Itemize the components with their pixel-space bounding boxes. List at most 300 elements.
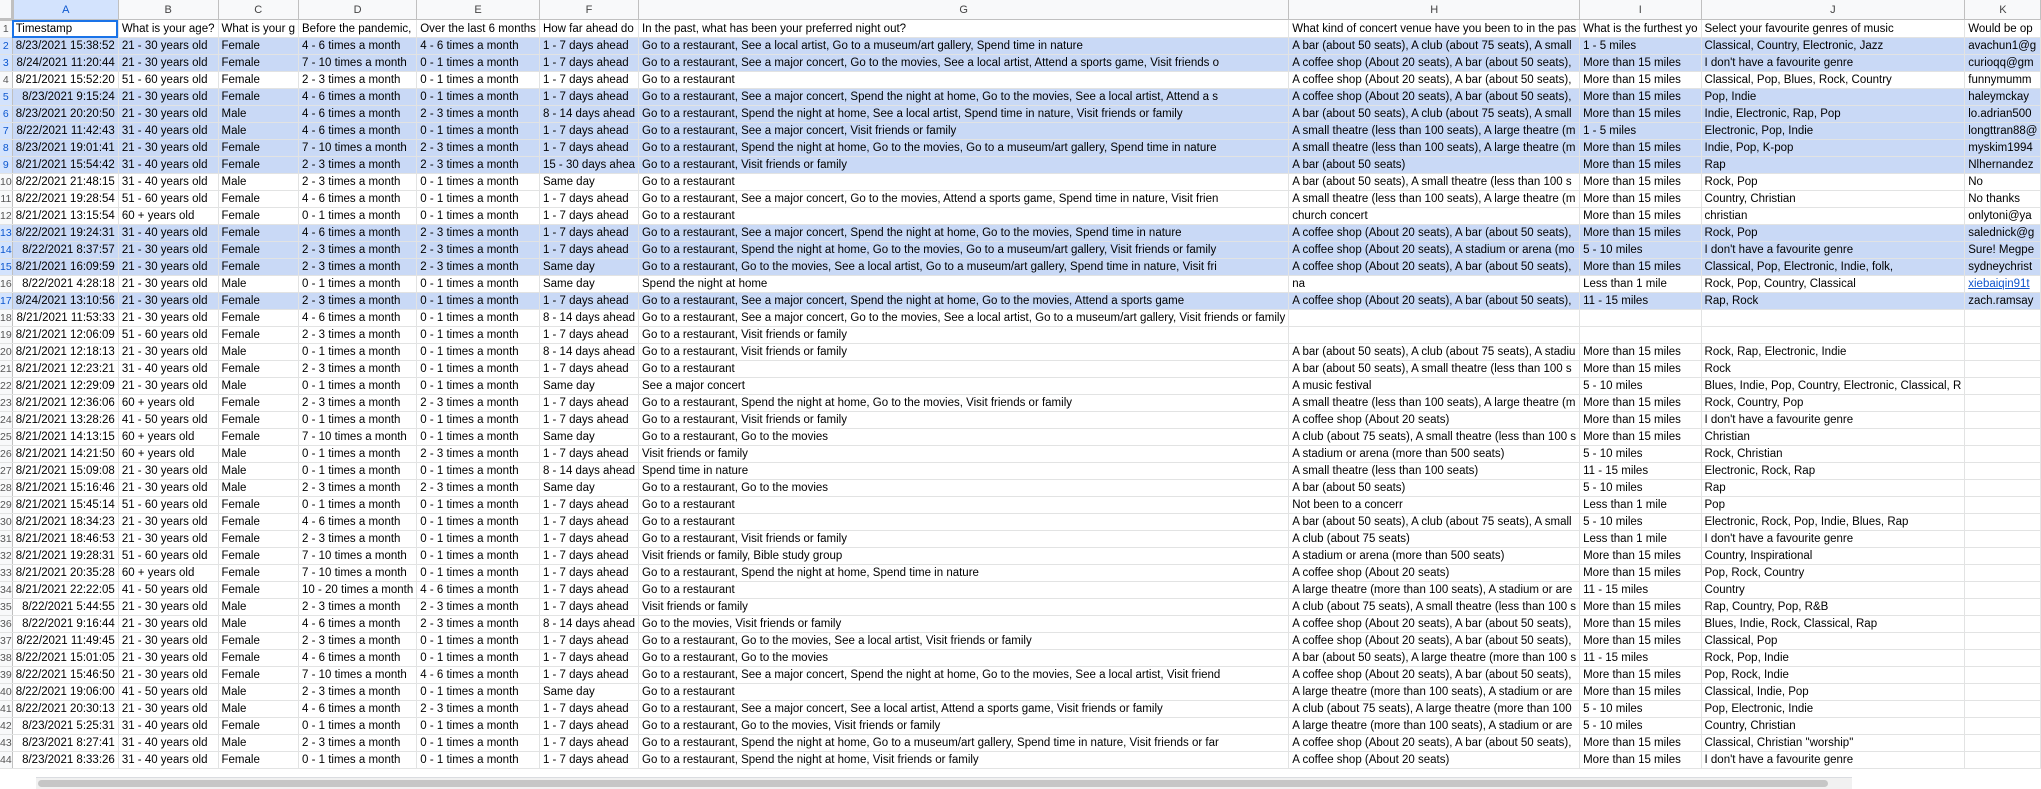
data-cell[interactable]: 8/21/2021 13:15:54: [12, 208, 118, 225]
data-cell[interactable]: 1 - 7 days ahead: [539, 293, 638, 310]
data-cell[interactable]: christian: [1701, 208, 1965, 225]
header-cell[interactable]: How far ahead do: [539, 20, 638, 38]
data-cell[interactable]: 60 + years old: [118, 429, 218, 446]
data-cell[interactable]: A bar (about 50 seats), A club (about 75 seats), A small: [1289, 38, 1580, 55]
data-cell[interactable]: curioqq@gm: [1965, 55, 2041, 72]
data-cell[interactable]: Classical, Pop: [1701, 633, 1965, 650]
data-cell[interactable]: Male: [218, 701, 299, 718]
data-cell[interactable]: Male: [218, 616, 299, 633]
data-cell[interactable]: Female: [218, 242, 299, 259]
data-cell[interactable]: A bar (about 50 seats), A club (about 75 seats), A small: [1289, 514, 1580, 531]
data-cell[interactable]: Indie, Electronic, Rap, Pop: [1701, 106, 1965, 123]
data-cell[interactable]: Go to a restaurant: [639, 361, 1289, 378]
data-cell[interactable]: Go to a restaurant, Go to the movies, Visit friends or family: [639, 718, 1289, 735]
data-cell[interactable]: Classical, Christian "worship": [1701, 735, 1965, 752]
data-cell[interactable]: Go to a restaurant, Visit friends or family: [639, 531, 1289, 548]
data-cell[interactable]: 31 - 40 years old: [118, 718, 218, 735]
data-cell[interactable]: 0 - 1 times a month: [417, 412, 540, 429]
data-cell[interactable]: Electronic, Pop, Indie: [1701, 123, 1965, 140]
data-cell[interactable]: [1289, 327, 1580, 344]
data-cell[interactable]: 21 - 30 years old: [118, 89, 218, 106]
row-number[interactable]: 32: [0, 548, 12, 565]
data-cell[interactable]: A coffee shop (About 20 seats), A bar (about 50 seats),: [1289, 259, 1580, 276]
data-cell[interactable]: 8/21/2021 22:22:05: [12, 582, 118, 599]
data-cell[interactable]: [1965, 497, 2041, 514]
data-cell[interactable]: Country, Inspirational: [1701, 548, 1965, 565]
data-cell[interactable]: haleymckay: [1965, 89, 2041, 106]
data-cell[interactable]: 1 - 7 days ahead: [539, 55, 638, 72]
data-cell[interactable]: More than 15 miles: [1580, 259, 1701, 276]
data-cell[interactable]: 1 - 7 days ahead: [539, 582, 638, 599]
data-cell[interactable]: Female: [218, 72, 299, 89]
column-header-g[interactable]: G: [639, 0, 1289, 20]
data-cell[interactable]: 60 + years old: [118, 565, 218, 582]
data-cell[interactable]: Female: [218, 157, 299, 174]
data-cell[interactable]: Same day: [539, 684, 638, 701]
data-cell[interactable]: Female: [218, 191, 299, 208]
data-cell[interactable]: Female: [218, 718, 299, 735]
data-cell[interactable]: 21 - 30 years old: [118, 242, 218, 259]
data-cell[interactable]: [1965, 667, 2041, 684]
data-cell[interactable]: Go to a restaurant, Spend the night at home, Go to the movies, Visit friends or family: [639, 395, 1289, 412]
data-cell[interactable]: A small theatre (less than 100 seats): [1289, 463, 1580, 480]
data-cell[interactable]: lo.adrian500: [1965, 106, 2041, 123]
data-cell[interactable]: 8/21/2021 11:53:33: [12, 310, 118, 327]
header-cell[interactable]: Would be op: [1965, 20, 2041, 38]
data-cell[interactable]: 7 - 10 times a month: [299, 140, 417, 157]
data-cell[interactable]: Go to a restaurant: [639, 174, 1289, 191]
data-cell[interactable]: 4 - 6 times a month: [299, 106, 417, 123]
data-cell[interactable]: Go to a restaurant, See a major concert, Spend the night at home, Go to the movies, Spend time in nature: [639, 225, 1289, 242]
data-cell[interactable]: Less than 1 mile: [1580, 531, 1701, 548]
data-cell[interactable]: Male: [218, 276, 299, 293]
column-header-f[interactable]: F: [539, 0, 638, 20]
data-cell[interactable]: 8 - 14 days ahead: [539, 310, 638, 327]
data-cell[interactable]: 1 - 7 days ahead: [539, 514, 638, 531]
data-cell[interactable]: 0 - 1 times a month: [299, 344, 417, 361]
data-cell[interactable]: 60 + years old: [118, 395, 218, 412]
data-cell[interactable]: A stadium or arena (more than 500 seats): [1289, 446, 1580, 463]
data-cell[interactable]: A coffee shop (About 20 seats): [1289, 752, 1580, 769]
data-cell[interactable]: 1 - 7 days ahead: [539, 72, 638, 89]
data-cell[interactable]: 0 - 1 times a month: [299, 446, 417, 463]
data-cell[interactable]: 21 - 30 years old: [118, 378, 218, 395]
data-cell[interactable]: Female: [218, 38, 299, 55]
data-cell[interactable]: 8/23/2021 20:20:50: [12, 106, 118, 123]
data-cell[interactable]: 4 - 6 times a month: [299, 616, 417, 633]
data-cell[interactable]: Go to a restaurant, Go to the movies: [639, 429, 1289, 446]
data-cell[interactable]: Rap, Country, Pop, R&B: [1701, 599, 1965, 616]
data-cell[interactable]: 4 - 6 times a month: [299, 191, 417, 208]
data-cell[interactable]: Spend time in nature: [639, 463, 1289, 480]
data-cell[interactable]: [1965, 310, 2041, 327]
data-cell[interactable]: [1965, 531, 2041, 548]
select-all-corner[interactable]: [0, 0, 12, 20]
data-cell[interactable]: Electronic, Rock, Pop, Indie, Blues, Rap: [1701, 514, 1965, 531]
data-cell[interactable]: A small theatre (less than 100 seats), A large theatre (m: [1289, 395, 1580, 412]
data-cell[interactable]: 8/21/2021 15:54:42: [12, 157, 118, 174]
data-cell[interactable]: 0 - 1 times a month: [417, 650, 540, 667]
data-cell[interactable]: A coffee shop (About 20 seats): [1289, 412, 1580, 429]
data-cell[interactable]: 0 - 1 times a month: [417, 548, 540, 565]
data-cell[interactable]: 8/22/2021 21:48:15: [12, 174, 118, 191]
data-cell[interactable]: 8/21/2021 12:18:13: [12, 344, 118, 361]
data-cell[interactable]: 5 - 10 miles: [1580, 701, 1701, 718]
data-cell[interactable]: Female: [218, 412, 299, 429]
row-number[interactable]: 41: [0, 701, 12, 718]
data-cell[interactable]: 21 - 30 years old: [118, 480, 218, 497]
data-cell[interactable]: 2 - 3 times a month: [299, 72, 417, 89]
data-cell[interactable]: Nlhernandez: [1965, 157, 2041, 174]
data-cell[interactable]: A coffee shop (About 20 seats): [1289, 565, 1580, 582]
data-cell[interactable]: Rap: [1701, 480, 1965, 497]
data-cell[interactable]: 0 - 1 times a month: [299, 412, 417, 429]
row-number[interactable]: 29: [0, 497, 12, 514]
data-cell[interactable]: 0 - 1 times a month: [299, 463, 417, 480]
data-cell[interactable]: More than 15 miles: [1580, 395, 1701, 412]
data-cell[interactable]: A coffee shop (About 20 seats), A bar (about 50 seats),: [1289, 667, 1580, 684]
data-cell[interactable]: 8/22/2021 20:30:13: [12, 701, 118, 718]
data-cell[interactable]: I don't have a favourite genre: [1701, 412, 1965, 429]
data-cell[interactable]: 1 - 7 days ahead: [539, 599, 638, 616]
data-cell[interactable]: 0 - 1 times a month: [417, 55, 540, 72]
data-cell[interactable]: Male: [218, 463, 299, 480]
data-cell[interactable]: I don't have a favourite genre: [1701, 242, 1965, 259]
data-cell[interactable]: [1965, 684, 2041, 701]
row-number[interactable]: 42: [0, 718, 12, 735]
data-cell[interactable]: Same day: [539, 174, 638, 191]
data-cell[interactable]: 1 - 7 days ahead: [539, 531, 638, 548]
data-cell[interactable]: [1965, 412, 2041, 429]
data-cell[interactable]: 8/21/2021 15:45:14: [12, 497, 118, 514]
row-number[interactable]: 20: [0, 344, 12, 361]
data-cell[interactable]: Go to a restaurant, See a major concert, See a local artist, Attend a sports game, Visit friends or family: [639, 701, 1289, 718]
row-number[interactable]: 4: [0, 72, 12, 89]
data-cell[interactable]: More than 15 miles: [1580, 191, 1701, 208]
data-cell[interactable]: 60 + years old: [118, 208, 218, 225]
data-cell[interactable]: Go to a restaurant, See a major concert, Spend the night at home, Go to the movies, See a local artist, Attend a s: [639, 89, 1289, 106]
data-cell[interactable]: Female: [218, 531, 299, 548]
data-cell[interactable]: 1 - 7 days ahead: [539, 225, 638, 242]
data-cell[interactable]: Rap, Rock: [1701, 293, 1965, 310]
data-cell[interactable]: 0 - 1 times a month: [417, 191, 540, 208]
row-number[interactable]: 13: [0, 225, 12, 242]
data-cell[interactable]: 8/23/2021 19:01:41: [12, 140, 118, 157]
data-cell[interactable]: 21 - 30 years old: [118, 38, 218, 55]
data-cell[interactable]: Less than 1 mile: [1580, 497, 1701, 514]
data-cell[interactable]: 2 - 3 times a month: [417, 259, 540, 276]
data-cell[interactable]: 2 - 3 times a month: [417, 225, 540, 242]
data-cell[interactable]: 21 - 30 years old: [118, 344, 218, 361]
data-cell[interactable]: Go to a restaurant, See a major concert, Go to the movies, Attend a sports game, Spend time in nature, Visit frien: [639, 191, 1289, 208]
data-cell[interactable]: A small theatre (less than 100 seats), A large theatre (m: [1289, 123, 1580, 140]
header-cell[interactable]: What kind of concert venue have you been to in the pas: [1289, 20, 1580, 38]
data-cell[interactable]: avachun1@g: [1965, 38, 2041, 55]
data-cell[interactable]: Pop, Rock, Indie: [1701, 667, 1965, 684]
data-cell[interactable]: Go to a restaurant: [639, 72, 1289, 89]
data-cell[interactable]: Go to a restaurant, Visit friends or family: [639, 412, 1289, 429]
data-cell[interactable]: More than 15 miles: [1580, 429, 1701, 446]
data-cell[interactable]: Classical, Indie, Pop: [1701, 684, 1965, 701]
header-cell[interactable]: Before the pandemic,: [299, 20, 417, 38]
row-number[interactable]: 37: [0, 633, 12, 650]
data-cell[interactable]: 4 - 6 times a month: [417, 38, 540, 55]
data-cell[interactable]: A bar (about 50 seats), A large theatre (more than 100 s: [1289, 650, 1580, 667]
data-cell[interactable]: 2 - 3 times a month: [299, 361, 417, 378]
data-cell[interactable]: Visit friends or family: [639, 446, 1289, 463]
data-cell[interactable]: More than 15 miles: [1580, 157, 1701, 174]
data-cell[interactable]: Same day: [539, 276, 638, 293]
data-cell[interactable]: Go to a restaurant, Spend the night at home, Go to the movies, Go to a museum/art gallery, Visit friends or family: [639, 242, 1289, 259]
data-cell[interactable]: 7 - 10 times a month: [299, 565, 417, 582]
data-cell[interactable]: I don't have a favourite genre: [1701, 531, 1965, 548]
data-cell[interactable]: 31 - 40 years old: [118, 361, 218, 378]
data-cell[interactable]: Go to a restaurant: [639, 208, 1289, 225]
data-cell[interactable]: 1 - 7 days ahead: [539, 208, 638, 225]
data-cell[interactable]: 8/22/2021 15:01:05: [12, 650, 118, 667]
column-header-a[interactable]: A: [12, 0, 118, 20]
data-cell[interactable]: A stadium or arena (more than 500 seats): [1289, 548, 1580, 565]
row-number[interactable]: 33: [0, 565, 12, 582]
data-cell[interactable]: xiebaiqin91t: [1965, 276, 2041, 293]
data-cell[interactable]: A coffee shop (About 20 seats), A bar (about 50 seats),: [1289, 633, 1580, 650]
data-cell[interactable]: A bar (about 50 seats), A club (about 75 seats), A stadiu: [1289, 344, 1580, 361]
data-cell[interactable]: 8/24/2021 13:10:56: [12, 293, 118, 310]
data-cell[interactable]: 21 - 30 years old: [118, 463, 218, 480]
data-cell[interactable]: 2 - 3 times a month: [417, 395, 540, 412]
data-cell[interactable]: Go to a restaurant: [639, 514, 1289, 531]
data-cell[interactable]: Go to a restaurant: [639, 684, 1289, 701]
data-cell[interactable]: 8/22/2021 19:06:00: [12, 684, 118, 701]
data-cell[interactable]: [1965, 344, 2041, 361]
data-cell[interactable]: 0 - 1 times a month: [417, 378, 540, 395]
data-cell[interactable]: Female: [218, 497, 299, 514]
data-cell[interactable]: 8/22/2021 19:28:54: [12, 191, 118, 208]
data-cell[interactable]: Go to a restaurant, Visit friends or family: [639, 157, 1289, 174]
data-cell[interactable]: A coffee shop (About 20 seats), A bar (about 50 seats),: [1289, 293, 1580, 310]
data-cell[interactable]: Sure! Megpe: [1965, 242, 2041, 259]
data-cell[interactable]: Electronic, Rock, Rap: [1701, 463, 1965, 480]
data-cell[interactable]: 8/22/2021 11:49:45: [12, 633, 118, 650]
data-cell[interactable]: 11 - 15 miles: [1580, 582, 1701, 599]
data-cell[interactable]: 8/21/2021 13:28:26: [12, 412, 118, 429]
data-cell[interactable]: 1 - 7 days ahead: [539, 395, 638, 412]
data-cell[interactable]: 8/21/2021 18:46:53: [12, 531, 118, 548]
row-number[interactable]: 8: [0, 140, 12, 157]
data-cell[interactable]: No thanks: [1965, 191, 2041, 208]
row-number[interactable]: 7: [0, 123, 12, 140]
column-header-b[interactable]: B: [118, 0, 218, 20]
data-cell[interactable]: [1965, 718, 2041, 735]
data-cell[interactable]: 21 - 30 years old: [118, 701, 218, 718]
data-cell[interactable]: 0 - 1 times a month: [299, 276, 417, 293]
data-cell[interactable]: 31 - 40 years old: [118, 123, 218, 140]
data-cell[interactable]: 0 - 1 times a month: [417, 735, 540, 752]
row-number[interactable]: 12: [0, 208, 12, 225]
data-cell[interactable]: More than 15 miles: [1580, 412, 1701, 429]
data-cell[interactable]: Rock, Rap, Electronic, Indie: [1701, 344, 1965, 361]
data-cell[interactable]: 8/21/2021 19:28:31: [12, 548, 118, 565]
data-cell[interactable]: Female: [218, 310, 299, 327]
data-cell[interactable]: [1965, 633, 2041, 650]
column-header-i[interactable]: I: [1580, 0, 1701, 20]
data-cell[interactable]: 8/22/2021 19:24:31: [12, 225, 118, 242]
data-cell[interactable]: 8/22/2021 4:28:18: [12, 276, 118, 293]
row-number[interactable]: 11: [0, 191, 12, 208]
data-cell[interactable]: 2 - 3 times a month: [299, 242, 417, 259]
data-cell[interactable]: 1 - 7 days ahead: [539, 667, 638, 684]
column-header-k[interactable]: K: [1965, 0, 2041, 20]
data-cell[interactable]: 21 - 30 years old: [118, 633, 218, 650]
data-cell[interactable]: 21 - 30 years old: [118, 310, 218, 327]
data-cell[interactable]: 1 - 5 miles: [1580, 123, 1701, 140]
data-cell[interactable]: Rock, Pop, Indie: [1701, 650, 1965, 667]
data-cell[interactable]: 4 - 6 times a month: [417, 582, 540, 599]
data-cell[interactable]: 8/23/2021 8:27:41: [12, 735, 118, 752]
row-number[interactable]: 17: [0, 293, 12, 310]
data-cell[interactable]: 0 - 1 times a month: [417, 344, 540, 361]
data-cell[interactable]: 0 - 1 times a month: [417, 174, 540, 191]
data-cell[interactable]: 5 - 10 miles: [1580, 446, 1701, 463]
data-cell[interactable]: 1 - 7 days ahead: [539, 123, 638, 140]
row-number[interactable]: 31: [0, 531, 12, 548]
data-cell[interactable]: 0 - 1 times a month: [299, 752, 417, 769]
row-number[interactable]: 43: [0, 735, 12, 752]
data-cell[interactable]: salednick@g: [1965, 225, 2041, 242]
data-cell[interactable]: 4 - 6 times a month: [299, 89, 417, 106]
data-cell[interactable]: 0 - 1 times a month: [417, 123, 540, 140]
row-number[interactable]: 18: [0, 310, 12, 327]
data-cell[interactable]: 8/22/2021 5:44:55: [12, 599, 118, 616]
data-cell[interactable]: Female: [218, 633, 299, 650]
data-cell[interactable]: 0 - 1 times a month: [417, 293, 540, 310]
data-cell[interactable]: 8/21/2021 12:29:09: [12, 378, 118, 395]
data-cell[interactable]: [1965, 735, 2041, 752]
data-cell[interactable]: 4 - 6 times a month: [299, 514, 417, 531]
data-cell[interactable]: onlytoni@ya: [1965, 208, 2041, 225]
data-cell[interactable]: 2 - 3 times a month: [299, 327, 417, 344]
data-cell[interactable]: Male: [218, 174, 299, 191]
data-cell[interactable]: More than 15 miles: [1580, 616, 1701, 633]
data-cell[interactable]: 1 - 7 days ahead: [539, 548, 638, 565]
data-cell[interactable]: No: [1965, 174, 2041, 191]
data-cell[interactable]: See a major concert: [639, 378, 1289, 395]
data-cell[interactable]: A coffee shop (About 20 seats), A bar (about 50 seats),: [1289, 55, 1580, 72]
data-cell[interactable]: 21 - 30 years old: [118, 55, 218, 72]
data-cell[interactable]: [1965, 395, 2041, 412]
data-cell[interactable]: [1701, 310, 1965, 327]
row-number[interactable]: 9: [0, 157, 12, 174]
data-cell[interactable]: 5 - 10 miles: [1580, 480, 1701, 497]
row-number[interactable]: 19: [0, 327, 12, 344]
header-cell[interactable]: Over the last 6 months: [417, 20, 540, 38]
data-cell[interactable]: I don't have a favourite genre: [1701, 752, 1965, 769]
data-cell[interactable]: funnymumm: [1965, 72, 2041, 89]
data-cell[interactable]: 51 - 60 years old: [118, 72, 218, 89]
data-cell[interactable]: 0 - 1 times a month: [417, 361, 540, 378]
data-cell[interactable]: 4 - 6 times a month: [299, 123, 417, 140]
data-cell[interactable]: [1580, 310, 1701, 327]
data-cell[interactable]: 2 - 3 times a month: [299, 735, 417, 752]
column-header-e[interactable]: E: [417, 0, 540, 20]
data-cell[interactable]: A club (about 75 seats), A large theatre (more than 100: [1289, 701, 1580, 718]
data-cell[interactable]: Go to a restaurant, See a major concert, Spend the night at home, Go to the movies, See a local artist, Visit friend: [639, 667, 1289, 684]
row-number[interactable]: 44: [0, 752, 12, 769]
data-cell[interactable]: 8/21/2021 16:09:59: [12, 259, 118, 276]
row-number[interactable]: 23: [0, 395, 12, 412]
data-cell[interactable]: 21 - 30 years old: [118, 106, 218, 123]
data-cell[interactable]: 8/22/2021 8:37:57: [12, 242, 118, 259]
data-cell[interactable]: 31 - 40 years old: [118, 174, 218, 191]
data-cell[interactable]: 5 - 10 miles: [1580, 378, 1701, 395]
data-cell[interactable]: 5 - 10 miles: [1580, 514, 1701, 531]
data-cell[interactable]: 4 - 6 times a month: [299, 225, 417, 242]
data-cell[interactable]: 15 - 30 days ahea: [539, 157, 638, 174]
data-cell[interactable]: Christian: [1701, 429, 1965, 446]
data-cell[interactable]: Male: [218, 344, 299, 361]
data-cell[interactable]: 0 - 1 times a month: [417, 497, 540, 514]
row-number[interactable]: 36: [0, 616, 12, 633]
data-cell[interactable]: Rock, Country, Pop: [1701, 395, 1965, 412]
data-cell[interactable]: Rock: [1701, 361, 1965, 378]
data-cell[interactable]: 1 - 7 days ahead: [539, 327, 638, 344]
data-cell[interactable]: More than 15 miles: [1580, 735, 1701, 752]
data-cell[interactable]: Rock, Christian: [1701, 446, 1965, 463]
data-cell[interactable]: zach.ramsay: [1965, 293, 2041, 310]
data-cell[interactable]: Country, Christian: [1701, 191, 1965, 208]
data-cell[interactable]: More than 15 miles: [1580, 140, 1701, 157]
data-cell[interactable]: 21 - 30 years old: [118, 514, 218, 531]
row-number[interactable]: 16: [0, 276, 12, 293]
data-cell[interactable]: 1 - 7 days ahead: [539, 650, 638, 667]
header-cell[interactable]: What is your age?: [118, 20, 218, 38]
data-cell[interactable]: sydneychrist: [1965, 259, 2041, 276]
data-cell[interactable]: Less than 1 mile: [1580, 276, 1701, 293]
data-cell[interactable]: [1965, 701, 2041, 718]
data-cell[interactable]: 1 - 7 days ahead: [539, 412, 638, 429]
data-cell[interactable]: 0 - 1 times a month: [417, 276, 540, 293]
data-cell[interactable]: [1965, 565, 2041, 582]
data-cell[interactable]: Female: [218, 429, 299, 446]
data-cell[interactable]: More than 15 miles: [1580, 344, 1701, 361]
data-cell[interactable]: [1965, 429, 2041, 446]
data-cell[interactable]: 0 - 1 times a month: [417, 327, 540, 344]
data-cell[interactable]: Male: [218, 378, 299, 395]
data-cell[interactable]: A bar (about 50 seats), A small theatre (less than 100 s: [1289, 361, 1580, 378]
data-cell[interactable]: 1 - 5 miles: [1580, 38, 1701, 55]
data-cell[interactable]: 2 - 3 times a month: [417, 157, 540, 174]
row-number[interactable]: 24: [0, 412, 12, 429]
data-cell[interactable]: 21 - 30 years old: [118, 140, 218, 157]
data-cell[interactable]: [1701, 327, 1965, 344]
data-cell[interactable]: 21 - 30 years old: [118, 616, 218, 633]
data-cell[interactable]: A club (about 75 seats), A small theatre (less than 100 s: [1289, 429, 1580, 446]
data-cell[interactable]: 21 - 30 years old: [118, 667, 218, 684]
data-cell[interactable]: Pop, Electronic, Indie: [1701, 701, 1965, 718]
data-cell[interactable]: 0 - 1 times a month: [417, 565, 540, 582]
row-number[interactable]: 14: [0, 242, 12, 259]
data-cell[interactable]: 2 - 3 times a month: [299, 684, 417, 701]
data-cell[interactable]: 2 - 3 times a month: [417, 480, 540, 497]
data-cell[interactable]: A music festival: [1289, 378, 1580, 395]
data-cell[interactable]: Female: [218, 667, 299, 684]
data-cell[interactable]: More than 15 miles: [1580, 361, 1701, 378]
data-cell[interactable]: Classical, Country, Electronic, Jazz: [1701, 38, 1965, 55]
data-cell[interactable]: myskim1994: [1965, 140, 2041, 157]
data-cell[interactable]: Classical, Pop, Blues, Rock, Country: [1701, 72, 1965, 89]
data-cell[interactable]: 2 - 3 times a month: [417, 616, 540, 633]
data-cell[interactable]: More than 15 miles: [1580, 667, 1701, 684]
